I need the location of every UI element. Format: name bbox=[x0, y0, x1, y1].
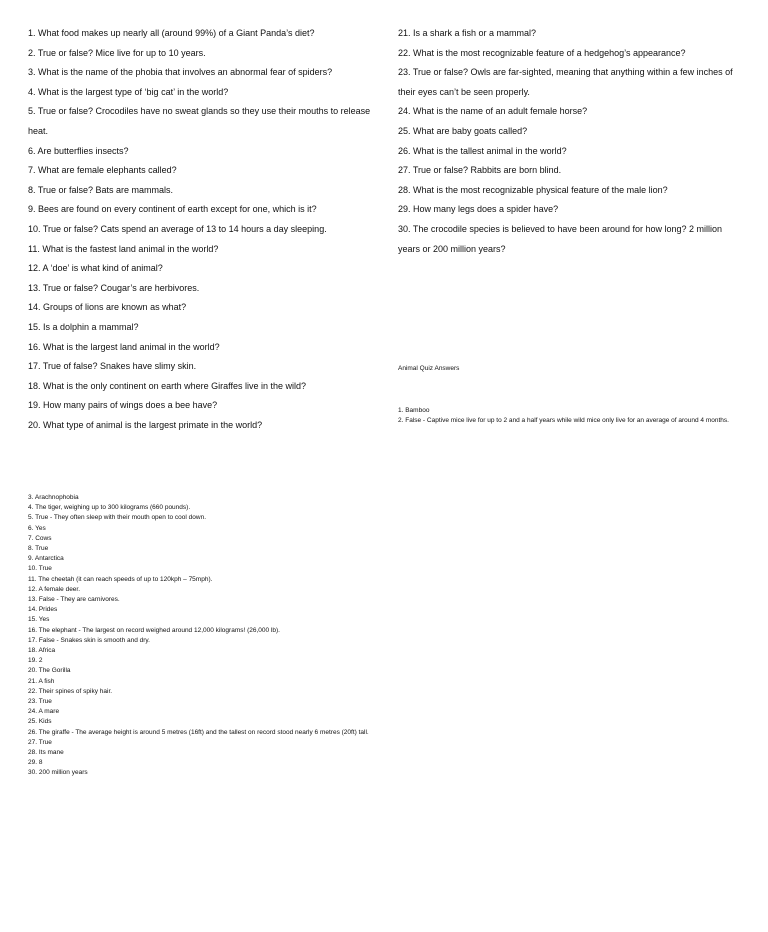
question-item: 3. What is the name of the phobia that involves an abnormal fear of spiders? bbox=[28, 67, 333, 78]
answer-item: 25. Kids bbox=[28, 718, 52, 726]
question-item: 10. True or false? Cats spend an average of 13 to 14 hours a day sleeping. bbox=[28, 223, 327, 234]
answers-left-column bbox=[28, 493, 373, 779]
question-item: 25. What are baby goats called? bbox=[398, 125, 528, 136]
question-item: 17. True of false? Snakes have slimy skin. bbox=[28, 361, 197, 372]
questions-right-column bbox=[398, 24, 738, 259]
answer-item: 16. The elephant - The largest on record weighed around 12,000 kilograms! (26,000 lb). bbox=[28, 626, 280, 634]
question-item: 8. True or false? Bats are mammals. bbox=[28, 184, 174, 195]
answer-item: 17. False - Snakes skin is smooth and dry. bbox=[28, 636, 150, 644]
question-item: 29. How many legs does a spider have? bbox=[398, 204, 559, 215]
question-item: 5. True or false? Crocodiles have no sweat glands so they use their mouths to release heat. bbox=[28, 106, 371, 136]
answer-item: 18. Africa bbox=[28, 647, 56, 655]
answers-right-column bbox=[398, 406, 738, 426]
answer-item: 6. Yes bbox=[28, 524, 46, 532]
answer-item: 10. True bbox=[28, 565, 52, 573]
question-item: 20. What type of animal is the largest primate in the world? bbox=[28, 419, 263, 430]
question-item: 23. True or false? Owls are far-sighted, meaning that anything within a few inches of their eyes can’t be seen properly. bbox=[398, 67, 733, 97]
question-item: 7. What are female elephants called? bbox=[28, 165, 177, 176]
answer-item: 24. A mare bbox=[28, 708, 60, 716]
question-item: 22. What is the most recognizable feature of a hedgehog’s appearance? bbox=[398, 47, 686, 58]
answer-item: 23. True bbox=[28, 698, 52, 706]
question-item: 11. What is the fastest land animal in the world? bbox=[28, 243, 219, 254]
answer-item: 28. Its mane bbox=[28, 749, 64, 757]
answer-item: 26. The giraffe - The average height is around 5 metres (16ft) and the tallest on record stood nearly 6 metres (20ft) tall. bbox=[28, 728, 369, 736]
answer-item: 1. Bamboo bbox=[398, 407, 430, 414]
question-item: 24. What is the name of an adult female horse? bbox=[398, 106, 588, 117]
answers-title: Animal Quiz Answers bbox=[398, 365, 460, 372]
answer-item: 12. A female deer. bbox=[28, 585, 81, 593]
question-item: 6. Are butterflies insects? bbox=[28, 145, 129, 156]
answer-item: 19. 2 bbox=[28, 657, 43, 665]
question-item: 26. What is the tallest animal in the world? bbox=[398, 145, 567, 156]
question-item: 15. Is a dolphin a mammal? bbox=[28, 321, 139, 332]
question-item: 9. Bees are found on every continent of earth except for one, which is it? bbox=[28, 204, 317, 215]
question-item: 12. A ‘doe’ is what kind of animal? bbox=[28, 263, 163, 274]
answer-item: 3. Arachnophobia bbox=[28, 494, 79, 501]
answer-item: 22. Their spines of spiky hair. bbox=[28, 687, 113, 695]
question-item: 19. How many pairs of wings does a bee have? bbox=[28, 400, 218, 411]
answer-item: 27. True bbox=[28, 738, 52, 746]
question-item: 28. What is the most recognizable physical feature of the male lion? bbox=[398, 184, 668, 195]
answer-item: 20. The Gorilla bbox=[28, 667, 71, 675]
answer-item: 8. True bbox=[28, 545, 49, 553]
answer-item: 14. Prides bbox=[28, 606, 58, 614]
answer-item: 21. A fish bbox=[28, 677, 55, 685]
question-item: 30. The crocodile species is believed to have been around for how long? 2 million years or 200 million years? bbox=[398, 223, 723, 254]
questions-left-column bbox=[28, 24, 373, 435]
question-item: 16. What is the largest land animal in the world? bbox=[28, 341, 220, 352]
question-item: 21. Is a shark a fish or a mammal? bbox=[398, 28, 537, 38]
answer-item: 15. Yes bbox=[28, 616, 50, 624]
answer-item: 13. False - They are carnivores. bbox=[28, 596, 120, 604]
question-item: 13. True or false? Cougar’s are herbivores. bbox=[28, 282, 200, 293]
question-item: 27. True or false? Rabbits are born blind. bbox=[398, 165, 562, 176]
answer-item: 4. The tiger, weighing up to 300 kilograms (660 pounds). bbox=[28, 504, 191, 512]
answer-item: 9. Antarctica bbox=[28, 555, 64, 563]
answer-item: 7. Cows bbox=[28, 534, 52, 542]
answer-item: 30. 200 million years bbox=[28, 769, 88, 777]
answer-item: 5. True - They often sleep with their mouth open to cool down. bbox=[28, 514, 207, 522]
answer-item: 2. False - Captive mice live for up to 2 and a half years while wild mice only live for an average of around 4 months. bbox=[398, 417, 729, 425]
answer-item: 29. 8 bbox=[28, 759, 43, 767]
question-item: 1. What food makes up nearly all (around 99%) of a Giant Panda’s diet? bbox=[28, 28, 315, 38]
question-item: 14. Groups of lions are known as what? bbox=[28, 302, 187, 313]
question-item: 4. What is the largest type of ‘big cat’ in the world? bbox=[28, 86, 229, 97]
answer-item: 11. The cheetah (it can reach speeds of up to 120kph – 75mph). bbox=[28, 575, 213, 583]
question-item: 2. True or false? Mice live for up to 10 years. bbox=[28, 47, 206, 58]
question-item: 18. What is the only continent on earth where Giraffes live in the wild? bbox=[28, 380, 306, 391]
